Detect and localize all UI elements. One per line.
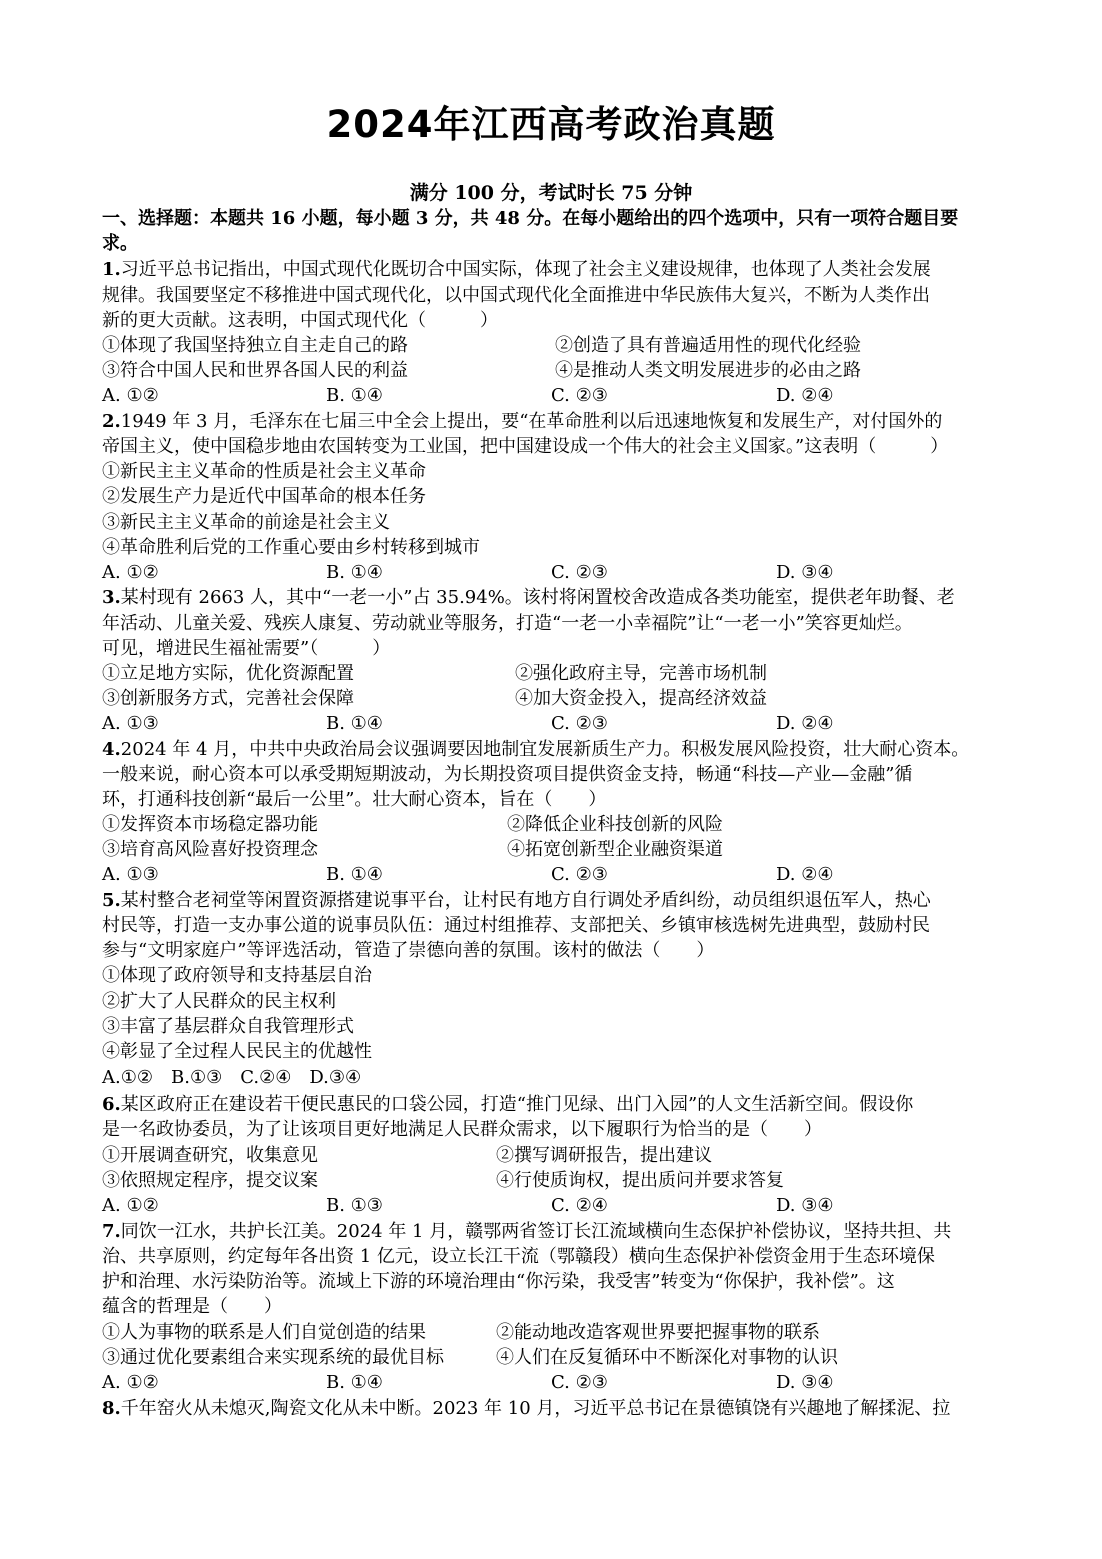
statement-2: ②创造了具有普遍适用性的现代化经验 bbox=[555, 335, 861, 356]
option-d: D. ②④ bbox=[776, 713, 834, 734]
statement-4: ④革命胜利后党的工作重心要由乡村转移到城市 bbox=[102, 537, 480, 558]
statement-2: ②强化政府主导，完善市场机制 bbox=[515, 663, 767, 684]
stem-line: 参与“文明家庭户”等评选活动，管造了崇德向善的氛围。该村的做法（ ） bbox=[102, 940, 715, 961]
option-d: D. ③④ bbox=[776, 1372, 834, 1393]
question-5-stem bbox=[102, 888, 931, 913]
stem-line: 护和治理、水污染防治等。流域上下游的环境治理由“你污染，我受害”转变为“你保护，我补偿”。这 bbox=[102, 1271, 895, 1292]
statement-2: ②能动地改造客观世界要把握事物的联系 bbox=[496, 1322, 820, 1343]
question-number: 5. bbox=[102, 890, 121, 911]
question-number: 3. bbox=[102, 587, 121, 608]
option-b: B. ①④ bbox=[326, 1372, 383, 1393]
statement-3: ③符合中国人民和世界各国人民的利益 bbox=[102, 360, 408, 381]
option-c: C. ②④ bbox=[551, 1195, 608, 1216]
section-heading-cont: 求。 bbox=[102, 233, 138, 254]
option-a: A. ①② bbox=[102, 1195, 159, 1216]
option-b: B. ①④ bbox=[326, 713, 383, 734]
question-number: 1. bbox=[102, 259, 121, 280]
question-2-stem bbox=[102, 409, 942, 434]
stem-line: 年活动、儿童关爱、残疾人康复、劳动就业等服务，打造“一老一小幸福院”让“一老一小”笑容更灿烂。 bbox=[102, 613, 913, 634]
statement-3: ③新民主主义革命的前途是社会主义 bbox=[102, 512, 390, 533]
statement-1: ①体现了我国坚持独立自主走自己的路 bbox=[102, 335, 408, 356]
option-d: D. ②④ bbox=[776, 385, 834, 406]
question-number: 6. bbox=[102, 1094, 121, 1115]
option-b: B. ①④ bbox=[326, 864, 383, 885]
statement-1: ①立足地方实际，优化资源配置 bbox=[102, 663, 354, 684]
option-c: C. ②③ bbox=[551, 864, 608, 885]
statement-4: ④拓宽创新型企业融资渠道 bbox=[507, 839, 723, 860]
question-3-stem bbox=[102, 585, 955, 610]
stem-text: 千年窑火从未熄灭,陶瓷文化从未中断。2023 年 10 月，习近平总书记在景德镇饶有兴趣地了解揉泥、拉 bbox=[120, 1398, 951, 1419]
option-d: D. ③④ bbox=[776, 1195, 834, 1216]
option-d: D. ③④ bbox=[776, 562, 834, 583]
statement-4: ④加大资金投入，提高经济效益 bbox=[515, 688, 767, 709]
question-number: 4. bbox=[102, 739, 121, 760]
statement-1: ①人为事物的联系是人们自觉创造的结果 bbox=[102, 1322, 426, 1343]
statement-4: ④人们在反复循环中不断深化对事物的认识 bbox=[496, 1347, 838, 1368]
statement-4: ④是推动人类文明发展进步的必由之路 bbox=[555, 360, 861, 381]
statement-3: ③依照规定程序，提交议案 bbox=[102, 1170, 318, 1191]
option-c: C. ②③ bbox=[551, 1372, 608, 1393]
stem-line: 村民等，打造一支办事公道的说事员队伍：通过村组推荐、支部把关、乡镇审核选树先进典型，鼓励村民 bbox=[102, 915, 930, 936]
section-heading: 一、选择题：本题共 16 小题，每小题 3 分，共 48 分。在每小题给出的四个选项中，只有一项符合题目要 bbox=[102, 208, 959, 229]
question-number: 2. bbox=[102, 411, 121, 432]
statement-2: ②发展生产力是近代中国革命的根本任务 bbox=[102, 486, 426, 507]
question-4-stem bbox=[102, 737, 969, 762]
stem-line: 环，打通科技创新“最后一公里”。壮大耐心资本，旨在（ ） bbox=[102, 789, 607, 810]
option-a: A. ①③ bbox=[102, 713, 159, 734]
statement-1: ①发挥资本市场稳定器功能 bbox=[102, 814, 318, 835]
stem-text: 1949 年 3 月，毛泽东在七届三中全会上提出，要“在革命胜利以后迅速地恢复和发展生产，对付国外的 bbox=[120, 411, 943, 432]
options-row: A.①② B.①③ C.②④ D.③④ bbox=[102, 1067, 362, 1088]
question-number: 8. bbox=[102, 1398, 121, 1419]
page-subtitle: 满分 100 分，考试时长 75 分钟 bbox=[409, 182, 693, 204]
page-title: 2024年江西高考政治真题 bbox=[326, 103, 776, 146]
option-a: A. ①② bbox=[102, 385, 159, 406]
stem-line: 规律。我国要坚定不移推进中国式现代化，以中国式现代化全面推进中华民族伟大复兴，不断为人类作出 bbox=[102, 285, 930, 306]
option-a: A. ①③ bbox=[102, 864, 159, 885]
stem-line: 一般来说，耐心资本可以承受期短期波动，为长期投资项目提供资金支持，畅通“科技—产业—金融”循 bbox=[102, 764, 913, 785]
option-c: C. ②③ bbox=[551, 562, 608, 583]
stem-text: 同饮一江水，共护长江美。2024 年 1 月，赣鄂两省签订长江流域横向生态保护补偿协议，坚持共担、共 bbox=[120, 1221, 952, 1242]
stem-line: 新的更大贡献。这表明，中国式现代化（ ） bbox=[102, 310, 498, 331]
stem-text: 2024 年 4 月，中共中央政治局会议强调要因地制宜发展新质生产力。积极发展风险投资，壮大耐心资本。 bbox=[120, 739, 970, 760]
stem-text: 习近平总书记指出，中国式现代化既切合中国实际，体现了社会主义建设规律，也体现了人类社会发展 bbox=[120, 259, 931, 280]
option-a: A. ①② bbox=[102, 1372, 159, 1393]
statement-1: ①新民主主义革命的性质是社会主义革命 bbox=[102, 461, 426, 482]
question-7-stem bbox=[102, 1219, 951, 1244]
option-d: D. ②④ bbox=[776, 864, 834, 885]
option-a: A. ①② bbox=[102, 562, 159, 583]
stem-text: 某区政府正在建设若干便民惠民的口袋公园，打造“推门见绿、出门入园”的人文生活新空间。假设你 bbox=[120, 1094, 914, 1115]
question-1-stem bbox=[102, 257, 931, 282]
statement-1: ①开展调查研究，收集意见 bbox=[102, 1145, 318, 1166]
statement-1: ①体现了政府领导和支持基层自治 bbox=[102, 965, 372, 986]
question-8-stem bbox=[102, 1396, 950, 1421]
option-b: B. ①④ bbox=[326, 385, 383, 406]
option-b: B. ①③ bbox=[326, 1195, 383, 1216]
question-number: 7. bbox=[102, 1221, 121, 1242]
stem-line: 是一名政协委员，为了让该项目更好地满足人民群众需求，以下履职行为恰当的是（ ） bbox=[102, 1119, 822, 1140]
statement-4: ④彰显了全过程人民民主的优越性 bbox=[102, 1041, 372, 1062]
stem-text: 某村现有 2663 人，其中“一老一小”占 35.94%。该村将闲置校舍改造成各类功能室，提供老年助餐、老 bbox=[120, 587, 955, 608]
question-6-stem bbox=[102, 1092, 913, 1117]
statement-2: ②撰写调研报告，提出建议 bbox=[496, 1145, 712, 1166]
option-b: B. ①④ bbox=[326, 562, 383, 583]
statement-4: ④行使质询权，提出质问并要求答复 bbox=[496, 1170, 784, 1191]
option-c: C. ②③ bbox=[551, 713, 608, 734]
stem-line: 可见，增进民生福祉需要”（ ） bbox=[102, 638, 391, 659]
statement-2: ②降低企业科技创新的风险 bbox=[507, 814, 723, 835]
statement-3: ③培育高风险喜好投资理念 bbox=[102, 839, 318, 860]
statement-2: ②扩大了人民群众的民主权利 bbox=[102, 991, 336, 1012]
stem-line: 治、共享原则，约定每年各出资 1 亿元，设立长江干流（鄂赣段）横向生态保护补偿资金用于生态环境保 bbox=[102, 1246, 935, 1267]
stem-line: 帝国主义，使中国稳步地由农国转变为工业国，把中国建设成一个伟大的社会主义国家。”这表明（ ） bbox=[102, 436, 949, 457]
statement-3: ③创新服务方式，完善社会保障 bbox=[102, 688, 354, 709]
option-c: C. ②③ bbox=[551, 385, 608, 406]
statement-3: ③通过优化要素组合来实现系统的最优目标 bbox=[102, 1347, 444, 1368]
statement-3: ③丰富了基层群众自我管理形式 bbox=[102, 1016, 354, 1037]
stem-line: 蕴含的哲理是（ ） bbox=[102, 1296, 282, 1317]
stem-text: 某村整合老祠堂等闲置资源搭建说事平台，让村民有地方自行调处矛盾纠纷，动员组织退伍军人，热心 bbox=[120, 890, 931, 911]
